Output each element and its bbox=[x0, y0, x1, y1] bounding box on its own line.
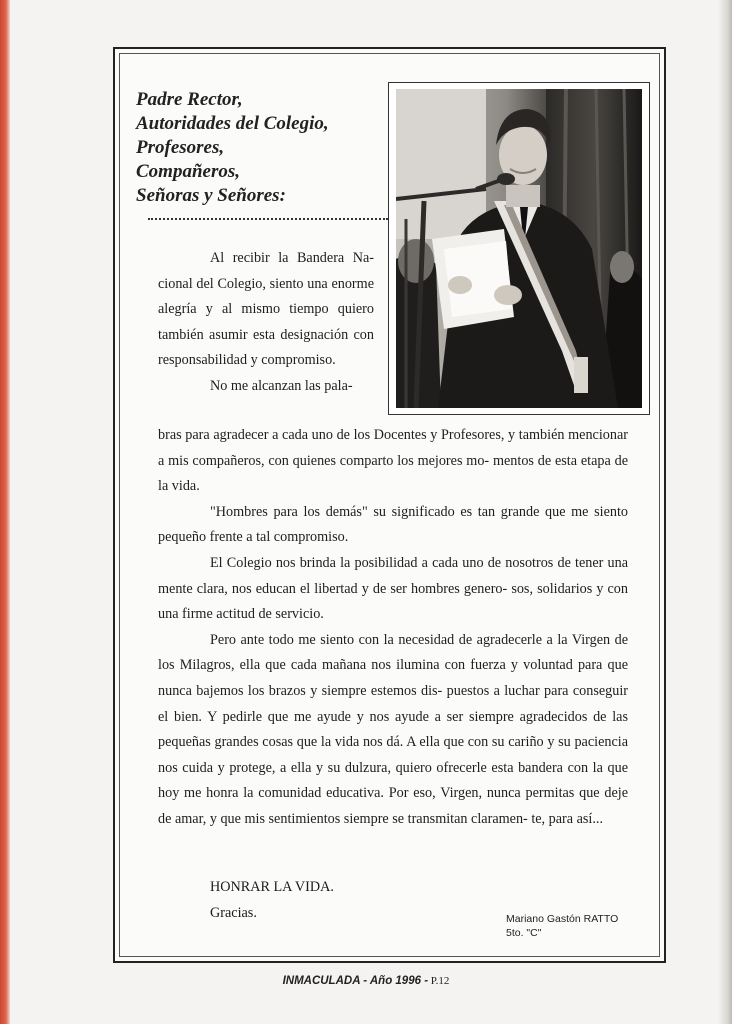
signature bbox=[506, 912, 618, 940]
footer-page-number: P.12 bbox=[430, 975, 450, 987]
closing-line: HONRAR LA VIDA. bbox=[210, 879, 334, 895]
speaker-photo-illustration bbox=[396, 89, 642, 408]
page-edge-left bbox=[0, 0, 10, 1024]
salutation-line: Profesores, bbox=[136, 137, 225, 158]
salutation-line: Señoras y Señores: bbox=[136, 185, 286, 206]
signature-grade: 5to. "C" bbox=[506, 927, 542, 939]
salutation-line: Compañeros, bbox=[136, 161, 240, 182]
page-edge-right bbox=[718, 0, 732, 1024]
footer-magazine: INMACULADA - Año 1996 - bbox=[282, 975, 429, 987]
body-column-wide bbox=[158, 423, 628, 833]
closing-line: Gracias. bbox=[210, 904, 257, 921]
closing bbox=[210, 875, 410, 926]
photo-frame bbox=[388, 82, 650, 415]
page-footer bbox=[0, 975, 732, 987]
body-paragraph: Pero ante todo me siento con la necesidad de agradecerle a la Virgen de los Milagros, ella que cada mañana nos ilumina con fuerza y voluntad para que nunca bajemos los brazos y siempre estemos dis- puestos a luchar para conseguir el bien. Y pedirle que me ayude y nos ayude a ser siempre agradecidos de las pequeñas grandes cosas que la vida nos dá. A ella que con su cariño y su paciencia nos cuida y protege, a ella y su dulzura, quiero ofrecerle esta bandera con la que hoy me honra la comunidad educativa. Por eso, Virgen, nunca permitas que deje de amar, y que mis sentimientos siempre se transmitan claramen- te, para así... bbox=[158, 631, 628, 827]
body-paragraph: Al recibir la Bandera Na- cional del Colegio, siento una enorme alegría y al mismo tiempo quiero también asumir esta designación con responsabilidad y compromiso. bbox=[158, 250, 374, 369]
salutation bbox=[136, 88, 386, 208]
dotted-divider bbox=[148, 218, 388, 220]
salutation-line: Autoridades del Colegio, bbox=[136, 113, 329, 134]
salutation-line: Padre Rector, bbox=[136, 89, 243, 110]
body-paragraph: bras para agradecer a cada uno de los Docentes y Profesores, y también mencionar a mis compañeros, con quienes comparto los mejores mo- mentos de esta etapa de la vida. bbox=[158, 427, 628, 495]
body-column-narrow bbox=[158, 246, 374, 400]
body-paragraph: No me alcanzan las pala- bbox=[210, 377, 353, 394]
speaker-photo bbox=[396, 89, 642, 408]
body-paragraph: "Hombres para los demás" su significado es tan grande que me siento pequeño frente a tal compromiso. bbox=[158, 503, 628, 546]
body-paragraph: El Colegio nos brinda la posibilidad a cada uno de nosotros de tener una mente clara, nos educan el libertad y de ser hombres genero- sos, solidarios y con una firme actitud de servicio. bbox=[158, 554, 628, 623]
signature-name: Mariano Gastón RATTO bbox=[506, 913, 619, 925]
